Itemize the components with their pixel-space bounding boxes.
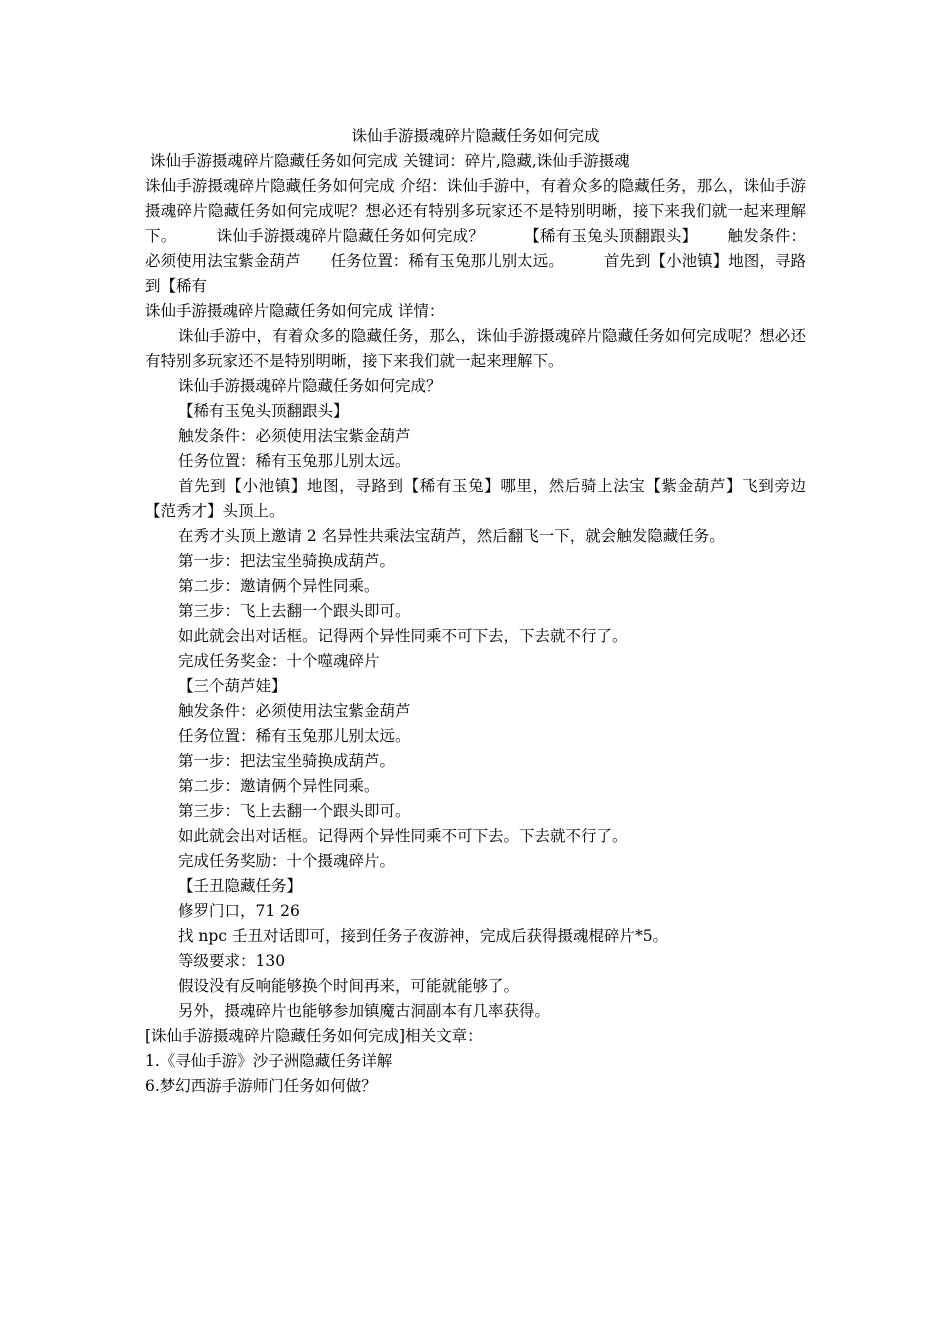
text-line: 诛仙手游摄魂碎片隐藏任务如何完成？ xyxy=(178,377,442,395)
related-link[interactable]: 6.梦幻西游手游师门任务如何做？ xyxy=(145,1077,377,1095)
text-line: 如此就会出对话框。记得两个异性同乘不可下去。下去就不行了。 xyxy=(178,827,628,845)
text-line: 等级要求：130 xyxy=(178,952,286,970)
intro-text: 诛仙手游摄魂碎片隐藏任务如何完成 介绍：诛仙手游中，有着众多的隐藏任务，那么，诛仙手游摄魂碎片隐藏任务如何完成呢？想必还有特别多玩家还不是特别明晰，接下来我们就一起来理解下。 xyxy=(145,177,806,245)
text-line: 在秀才头顶上邀请 2 名异性共乘法宝葫芦，然后翻飞一下，就会触发隐藏任务。 xyxy=(178,527,725,545)
text-line: 触发条件：必须使用法宝紫金葫芦 xyxy=(178,427,411,445)
section-heading: 【三个葫芦娃】 xyxy=(178,677,287,695)
text-line: 任务位置：稀有玉兔那儿别太远。 xyxy=(178,727,411,745)
step-line: 第一步：把法宝坐骑换成葫芦。 xyxy=(178,552,396,570)
step-line: 第三步：飞上去翻一个跟头即可。 xyxy=(178,802,411,820)
text-line: 另外，摄魂碎片也能够参加镇魔古洞副本有几率获得。 xyxy=(178,1002,551,1020)
step-line: 第二步：邀请俩个异性同乘。 xyxy=(178,777,380,795)
section-heading: 【稀有玉兔头顶翻跟头】 xyxy=(178,402,349,420)
detail-paragraph: 首先到【小池镇】地图，寻路到【稀有玉兔】哪里，然后骑上法宝【紫金葫芦】飞到旁边【范秀才】头顶上。 xyxy=(145,477,806,520)
detail-paragraph: 诛仙手游中，有着众多的隐藏任务，那么，诛仙手游摄魂碎片隐藏任务如何完成呢？想必还有特别多玩家还不是特别明晰，接下来我们就一起来理解下。 xyxy=(145,327,806,370)
intro-paragraph xyxy=(145,174,806,299)
intro-start: 首先到【小池镇】地图，寻路到【稀有 xyxy=(145,252,806,295)
text-line: 如此就会出对话框。记得两个异性同乘不可下去，下去就不行了。 xyxy=(178,627,628,645)
related-link[interactable]: 1.《寻仙手游》沙子洲隐藏任务详解 xyxy=(145,1052,393,1070)
intro-task-heading: 【稀有玉兔头顶翻跟头】 xyxy=(524,227,698,245)
keywords-line: 诛仙手游摄魂碎片隐藏任务如何完成 关键词：碎片,隐藏,诛仙手游摄魂 xyxy=(150,152,630,170)
text-line: 修罗门口，71 26 xyxy=(178,902,300,920)
reward-line: 完成任务奖励：十个摄魂碎片。 xyxy=(178,852,396,870)
step-line: 第三步：飞上去翻一个跟头即可。 xyxy=(178,602,411,620)
intro-trigger: 触发条件：必须使用法宝紫金葫芦 xyxy=(145,227,806,270)
text-line: 找 npc 壬丑对话即可，接到任务子夜游神，完成后获得摄魂棍碎片*5。 xyxy=(178,927,669,945)
reward-line: 完成任务奖金：十个噬魂碎片 xyxy=(178,652,380,670)
document-title: 诛仙手游摄魂碎片隐藏任务如何完成 xyxy=(351,127,600,145)
section-heading: 【壬丑隐藏任务】 xyxy=(178,877,303,895)
intro-location: 任务位置：稀有玉兔那儿别太远。 xyxy=(330,252,564,270)
related-heading: [诛仙手游摄魂碎片隐藏任务如何完成]相关文章： xyxy=(145,1027,483,1045)
step-line: 第一步：把法宝坐骑换成葫芦。 xyxy=(178,752,396,770)
text-line: 任务位置：稀有玉兔那儿别太远。 xyxy=(178,452,411,470)
detail-heading: 诛仙手游摄魂碎片隐藏任务如何完成 详情： xyxy=(145,302,445,320)
text-line: 假设没有反响能够换个时间再来，可能就能够了。 xyxy=(178,977,520,995)
document-body xyxy=(145,124,806,1099)
step-line: 第二步：邀请俩个异性同乘。 xyxy=(178,577,380,595)
intro-question: 诛仙手游摄魂碎片隐藏任务如何完成？ xyxy=(216,227,485,245)
text-line: 触发条件：必须使用法宝紫金葫芦 xyxy=(178,702,411,720)
